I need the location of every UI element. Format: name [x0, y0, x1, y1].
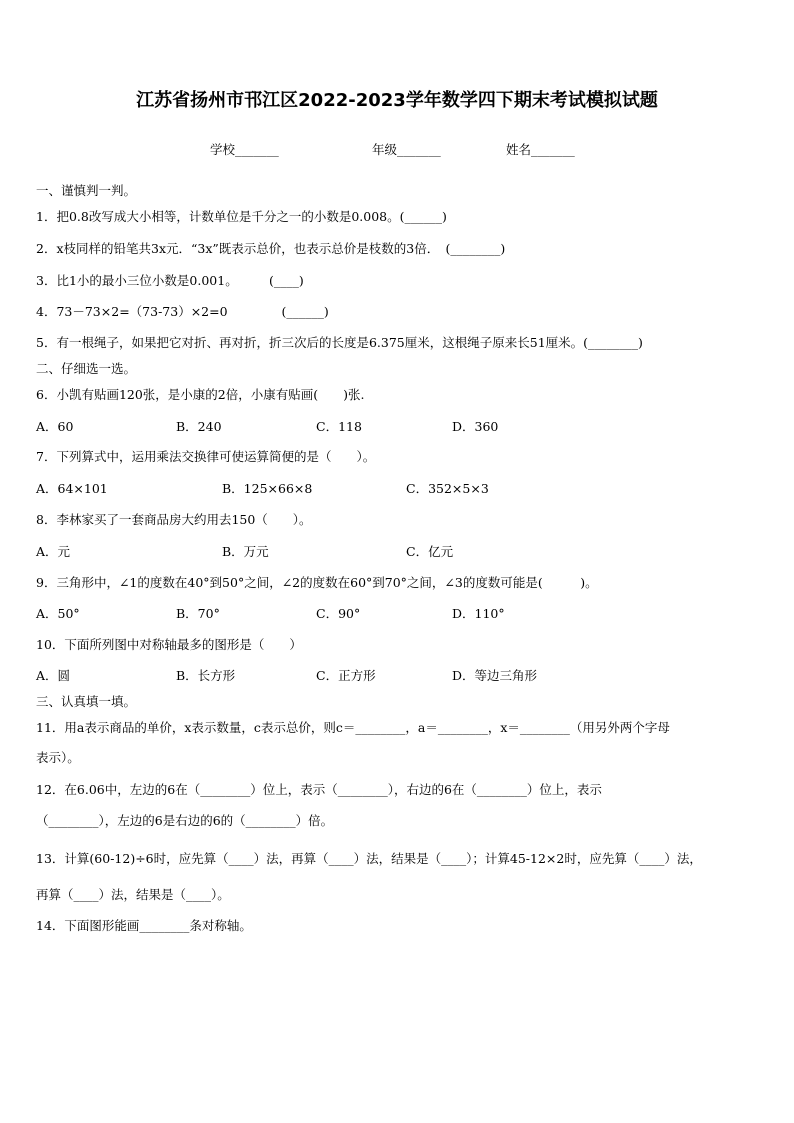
question-6: 6．小凯有贴画120张，是小康的2倍，小康有贴画( )张.: [36, 387, 365, 402]
question-12-line-2: （________），左边的6是右边的6的（________）倍。: [36, 813, 334, 828]
question-8-option-a: A．元: [36, 544, 71, 559]
question-5: 5．有一根绳子，如果把它对折、再对折，折三次后的长度是6.375厘米，这根绳子原来长51厘米。(________): [36, 335, 643, 350]
question-6-option-b: B．240: [176, 419, 222, 434]
question-13-line-1: 13．计算(60-12)÷6时，应先算（____）法，再算（____）法，结果是（____）；计算45-12×2时，应先算（____）法，: [36, 851, 702, 866]
question-10-option-d: D．等边三角形: [452, 668, 538, 683]
question-9: 9．三角形中，∠1的度数在40°到50°之间，∠2的度数在60°到70°之间，∠3的度数可能是( )。: [36, 575, 598, 590]
question-12-line-1: 12．在6.06中，左边的6在（________）位上，表示（________），右边的6在（________）位上，表示: [36, 782, 602, 797]
question-6-option-a: A．60: [36, 419, 74, 434]
section-heading-1: 一、谨慎判一判。: [36, 183, 137, 198]
question-11-line-1: 11．用a表示商品的单价，x表示数量，c表示总价，则c＝________，a＝________，x＝________（用另外两个字母: [36, 720, 670, 735]
question-8-option-b: B．万元: [222, 544, 269, 559]
question-13-line-2: 再算（____）法，结果是（____）。: [36, 887, 230, 902]
question-7: 7．下列算式中，运用乘法交换律可使运算简便的是（ ）。: [36, 449, 376, 464]
question-11-line-2: 表示）。: [36, 750, 80, 765]
question-6-option-d: D．360: [452, 419, 499, 434]
school-field: 学校_______: [210, 142, 279, 157]
section-heading-2: 二、仔细选一选。: [36, 361, 137, 376]
question-10-option-a: A．圆: [36, 668, 71, 683]
question-9-option-b: B．70°: [176, 606, 220, 621]
question-9-option-c: C．90°: [316, 606, 361, 621]
question-7-option-b: B．125×66×8: [222, 481, 313, 496]
question-3: 3．比1小的最小三位小数是0.001。 (____): [36, 273, 304, 288]
question-7-option-c: C．352×5×3: [406, 481, 489, 496]
question-8-option-c: C．亿元: [406, 544, 454, 559]
question-6-option-c: C．118: [316, 419, 362, 434]
section-heading-3: 三、认真填一填。: [36, 694, 137, 709]
question-2: 2．x枝同样的铅笔共3x元．“3x”既表示总价，也表示总价是枝数的3倍． (________): [36, 241, 506, 256]
question-10-option-b: B．长方形: [176, 668, 236, 683]
question-9-option-a: A．50°: [36, 606, 80, 621]
name-field: 姓名_______: [506, 142, 575, 157]
question-9-option-d: D．110°: [452, 606, 505, 621]
question-1: 1．把0.8改写成大小相等，计数单位是千分之一的小数是0.008。(______): [36, 209, 447, 224]
grade-field: 年级_______: [372, 142, 441, 157]
question-4: 4．73－73×2=（73-73）×2=0 (______): [36, 304, 329, 319]
question-10-option-c: C．正方形: [316, 668, 376, 683]
question-14: 14．下面图形能画________条对称轴。: [36, 918, 252, 933]
question-8: 8．李林家买了一套商品房大约用去150（ ）。: [36, 512, 312, 527]
page-title: 江苏省扬州市邗江区2022-2023学年数学四下期末考试模拟试题: [136, 90, 658, 111]
question-10: 10．下面所列图中对称轴最多的图形是（ ）: [36, 637, 302, 652]
question-7-option-a: A．64×101: [36, 481, 108, 496]
